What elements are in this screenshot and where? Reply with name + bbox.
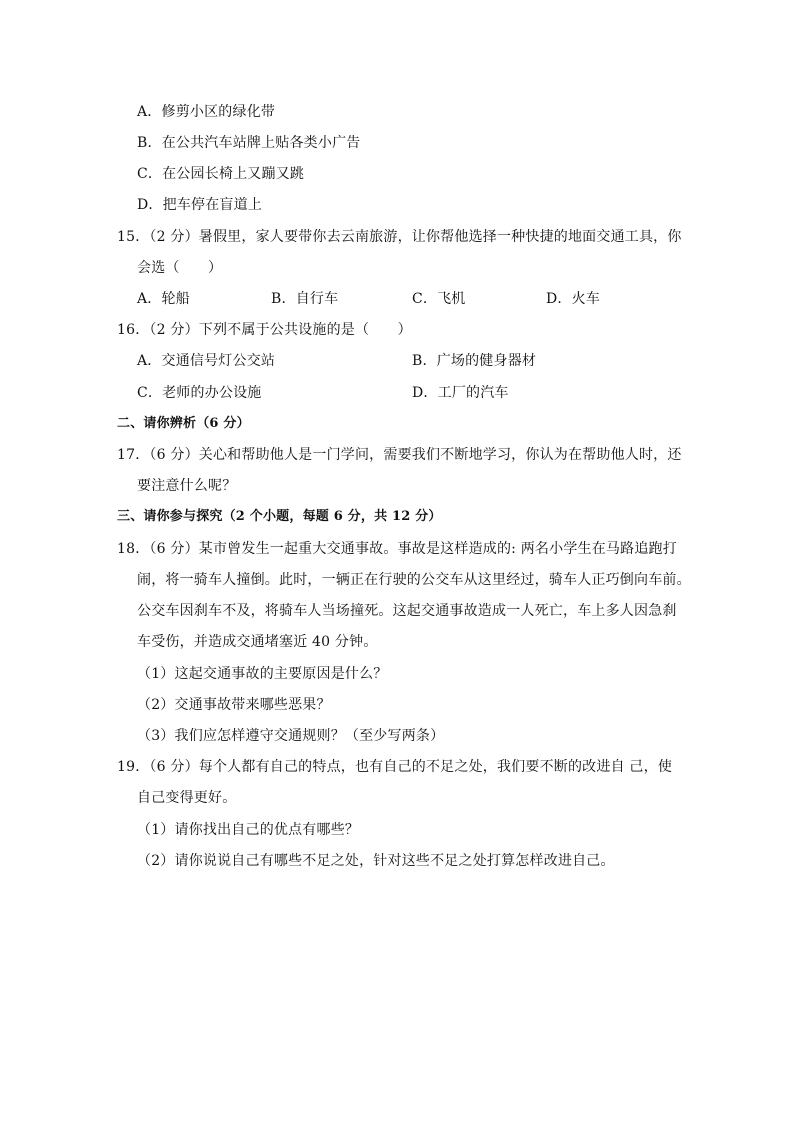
q18-line1: 18．（6 分）某市曾发生一起重大交通事故。事故是这样造成的: 两名小学生在马路追跑打 (117, 541, 677, 557)
q16-stem: 16．（2 分）下列不属于公共设施的是（ ） (117, 322, 412, 338)
q19-subquestion-1: （1）请你找出自己的优点有哪些？ (137, 822, 360, 838)
q19-line2: 自己变得更好。 (137, 790, 237, 806)
q18-line3: 公交车因刹车不及，将骑车人当场撞死。这起交通事故造成一人死亡，车上多人因急刹 (137, 603, 677, 619)
q19-line1: 19．（6 分）每个人都有自己的特点，也有自己的不足之处，我们要不断的改进自 己，使 (117, 759, 673, 775)
q14-option-b: B．在公共汽车站牌上贴各类小广告 (137, 135, 361, 151)
q15-stem-line1: 15．（2 分）暑假里，家人要带你去云南旅游，让你帮他选择一种快捷的地面交通工具，你 (117, 229, 682, 245)
q16-option-d: D．工厂的汽车 (412, 385, 509, 401)
q15-option-c: C．飞机 (412, 291, 466, 307)
q18-subquestion-2: （2）交通事故带来哪些恶果？ (137, 697, 331, 713)
q15-stem-line2: 会选（ ） (137, 260, 223, 276)
q18-subquestion-3: （3）我们应怎样遵守交通规则？（至少写两条） (137, 728, 445, 744)
q15-option-a: A．轮船 (137, 291, 190, 307)
q18-line4: 车受伤，并造成交通堵塞近 40 分钟。 (137, 634, 378, 650)
q16-option-c: C．老师的办公设施 (137, 385, 262, 401)
q17-line1: 17．（6 分）关心和帮助他人是一门学问，需要我们不断地学习，你认为在帮助他人时，还 (117, 447, 682, 463)
q15-option-d: D．火车 (546, 291, 601, 307)
q19-subquestion-2: （2）请你说说自己有哪些不足之处，针对这些不足之处打算怎样改进自己。 (137, 853, 615, 869)
q16-option-a: A．交通信号灯公交站 (137, 353, 276, 369)
q18-subquestion-1: （1）这起交通事故的主要原因是什么？ (137, 666, 388, 682)
q14-option-c: C．在公园长椅上又蹦又跳 (137, 166, 305, 182)
q18-line2: 闹，将一骑车人撞倒。此时，一辆正在行驶的公交车从这里经过，骑车人正巧倒向车前。 (137, 572, 691, 588)
section-heading-inquiry: 三、请你参与探究（2 个小题，每题 6 分，共 12 分） (117, 509, 442, 524)
q15-option-b: B．自行车 (271, 291, 339, 307)
q14-option-d: D．把车停在盲道上 (137, 197, 263, 213)
q17-line2: 要注意什么呢？ (137, 478, 237, 494)
q14-option-a: A．修剪小区的绿化带 (137, 104, 276, 120)
q16-option-b: B．广场的健身器材 (412, 353, 537, 369)
section-heading-analysis: 二、请你辨析（6 分） (117, 416, 250, 431)
